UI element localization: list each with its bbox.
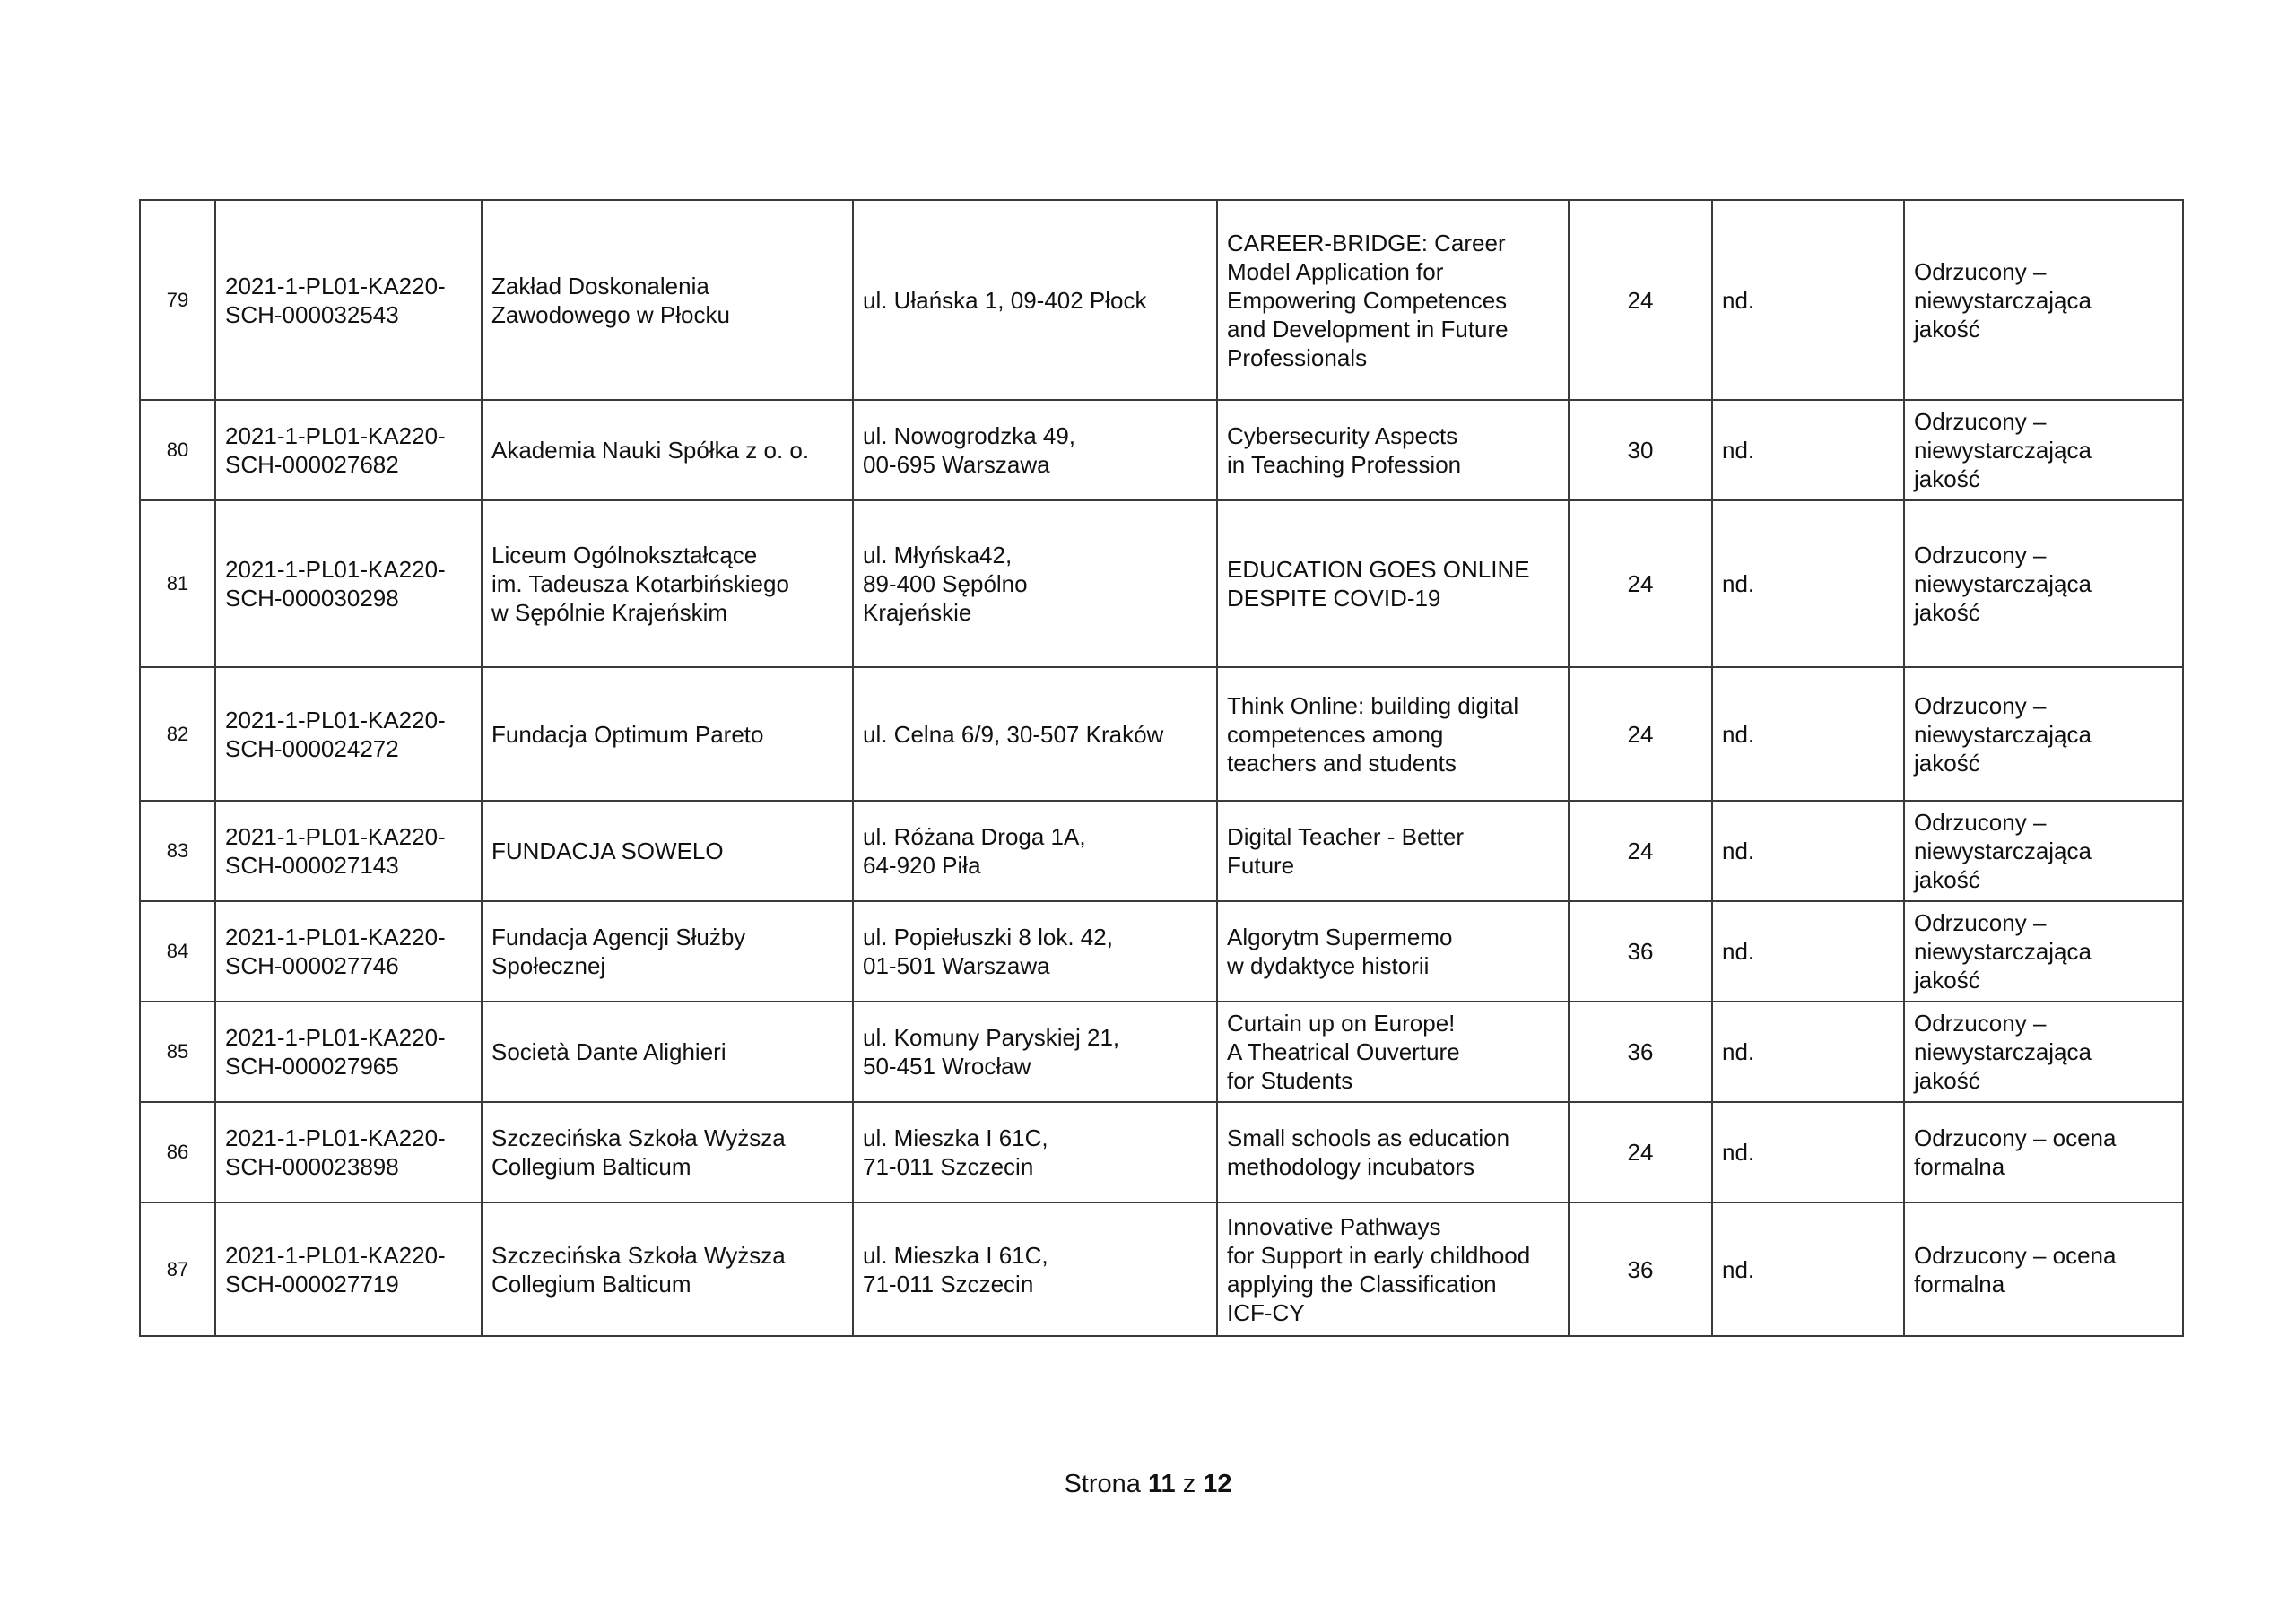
project-number: 2021-1-PL01-KA220- SCH-000023898 xyxy=(215,1102,482,1202)
table-row xyxy=(140,667,2183,801)
applicant-address: ul. Celna 6/9, 30-507 Kraków xyxy=(853,667,1217,801)
project-score: nd. xyxy=(1712,1202,1904,1336)
footer-of: z xyxy=(1182,1470,1196,1498)
project-duration: 30 xyxy=(1569,400,1712,500)
project-score: nd. xyxy=(1712,1102,1904,1202)
project-title: Small schools as education methodology incubators xyxy=(1217,1102,1569,1202)
table-row xyxy=(140,801,2183,901)
project-duration: 24 xyxy=(1569,500,1712,667)
application-status: Odrzucony – niewystarczająca jakość xyxy=(1904,200,2183,400)
project-score: nd. xyxy=(1712,1002,1904,1102)
row-number: 80 xyxy=(140,400,215,500)
project-number: 2021-1-PL01-KA220- SCH-000024272 xyxy=(215,667,482,801)
application-status: Odrzucony – niewystarczająca jakość xyxy=(1904,1002,2183,1102)
project-score: nd. xyxy=(1712,400,1904,500)
applicant-name: Zakład Doskonalenia Zawodowego w Płocku xyxy=(482,200,853,400)
project-duration: 24 xyxy=(1569,200,1712,400)
project-duration: 36 xyxy=(1569,901,1712,1002)
footer-label: Strona xyxy=(1064,1470,1141,1498)
footer-page-number: 11 xyxy=(1147,1470,1176,1498)
application-status: Odrzucony – niewystarczająca jakość xyxy=(1904,667,2183,801)
applicant-address: ul. Mieszka I 61C, 71-011 Szczecin xyxy=(853,1102,1217,1202)
table-row xyxy=(140,1102,2183,1202)
project-duration: 36 xyxy=(1569,1202,1712,1336)
table-row xyxy=(140,1002,2183,1102)
application-status: Odrzucony – niewystarczająca jakość xyxy=(1904,400,2183,500)
project-number: 2021-1-PL01-KA220- SCH-000027143 xyxy=(215,801,482,901)
project-title: Curtain up on Europe! A Theatrical Ouverture for Students xyxy=(1217,1002,1569,1102)
row-number: 81 xyxy=(140,500,215,667)
applicant-name: Fundacja Agencji Służby Społecznej xyxy=(482,901,853,1002)
project-duration: 24 xyxy=(1569,801,1712,901)
applicant-address: ul. Nowogrodzka 49, 00-695 Warszawa xyxy=(853,400,1217,500)
applicant-name: Akademia Nauki Spółka z o. o. xyxy=(482,400,853,500)
application-status: Odrzucony – ocena formalna xyxy=(1904,1202,2183,1336)
table-row xyxy=(140,901,2183,1002)
application-status: Odrzucony – niewystarczająca jakość xyxy=(1904,801,2183,901)
row-number: 86 xyxy=(140,1102,215,1202)
applicant-address: ul. Różana Droga 1A, 64-920 Piła xyxy=(853,801,1217,901)
project-score: nd. xyxy=(1712,901,1904,1002)
row-number: 87 xyxy=(140,1202,215,1336)
application-status: Odrzucony – niewystarczająca jakość xyxy=(1904,901,2183,1002)
project-score: nd. xyxy=(1712,500,1904,667)
project-number: 2021-1-PL01-KA220- SCH-000030298 xyxy=(215,500,482,667)
results-table xyxy=(139,199,2184,1337)
project-number: 2021-1-PL01-KA220- SCH-000032543 xyxy=(215,200,482,400)
table-row xyxy=(140,200,2183,400)
project-score: nd. xyxy=(1712,200,1904,400)
project-title: CAREER-BRIDGE: Career Model Application for Empowering Competences and Development in Future Professionals xyxy=(1217,200,1569,400)
project-score: nd. xyxy=(1712,667,1904,801)
project-score: nd. xyxy=(1712,801,1904,901)
row-number: 82 xyxy=(140,667,215,801)
row-number: 84 xyxy=(140,901,215,1002)
table-row xyxy=(140,1202,2183,1336)
applicant-address: ul. Młyńska42, 89-400 Sępólno Krajeńskie xyxy=(853,500,1217,667)
project-duration: 24 xyxy=(1569,1102,1712,1202)
project-number: 2021-1-PL01-KA220- SCH-000027719 xyxy=(215,1202,482,1336)
applicant-address: ul. Popiełuszki 8 lok. 42, 01-501 Warszawa xyxy=(853,901,1217,1002)
project-title: EDUCATION GOES ONLINE DESPITE COVID-19 xyxy=(1217,500,1569,667)
application-status: Odrzucony – ocena formalna xyxy=(1904,1102,2183,1202)
row-number: 83 xyxy=(140,801,215,901)
application-status: Odrzucony – niewystarczająca jakość xyxy=(1904,500,2183,667)
applicant-address: ul. Ułańska 1, 09-402 Płock xyxy=(853,200,1217,400)
footer-page-total: 12 xyxy=(1203,1470,1232,1498)
project-number: 2021-1-PL01-KA220- SCH-000027682 xyxy=(215,400,482,500)
project-title: Cybersecurity Aspects in Teaching Profession xyxy=(1217,400,1569,500)
project-duration: 24 xyxy=(1569,667,1712,801)
row-number: 85 xyxy=(140,1002,215,1102)
project-duration: 36 xyxy=(1569,1002,1712,1102)
project-title: Digital Teacher - Better Future xyxy=(1217,801,1569,901)
project-number: 2021-1-PL01-KA220- SCH-000027965 xyxy=(215,1002,482,1102)
project-number: 2021-1-PL01-KA220- SCH-000027746 xyxy=(215,901,482,1002)
page-footer xyxy=(0,1470,2296,1499)
applicant-address: ul. Mieszka I 61C, 71-011 Szczecin xyxy=(853,1202,1217,1336)
applicant-name: Liceum Ogólnokształcące im. Tadeusza Kotarbińskiego w Sępólnie Krajeńskim xyxy=(482,500,853,667)
applicant-name: Società Dante Alighieri xyxy=(482,1002,853,1102)
row-number: 79 xyxy=(140,200,215,400)
applicant-address: ul. Komuny Paryskiej 21, 50-451 Wrocław xyxy=(853,1002,1217,1102)
applicant-name: FUNDACJA SOWELO xyxy=(482,801,853,901)
project-title: Think Online: building digital competences among teachers and students xyxy=(1217,667,1569,801)
applicant-name: Fundacja Optimum Pareto xyxy=(482,667,853,801)
applicant-name: Szczecińska Szkoła Wyższa Collegium Balticum xyxy=(482,1102,853,1202)
table-row xyxy=(140,500,2183,667)
project-title: Innovative Pathways for Support in early childhood applying the Classification ICF-CY xyxy=(1217,1202,1569,1336)
project-title: Algorytm Supermemo w dydaktyce historii xyxy=(1217,901,1569,1002)
applicant-name: Szczecińska Szkoła Wyższa Collegium Balticum xyxy=(482,1202,853,1336)
table-row xyxy=(140,400,2183,500)
